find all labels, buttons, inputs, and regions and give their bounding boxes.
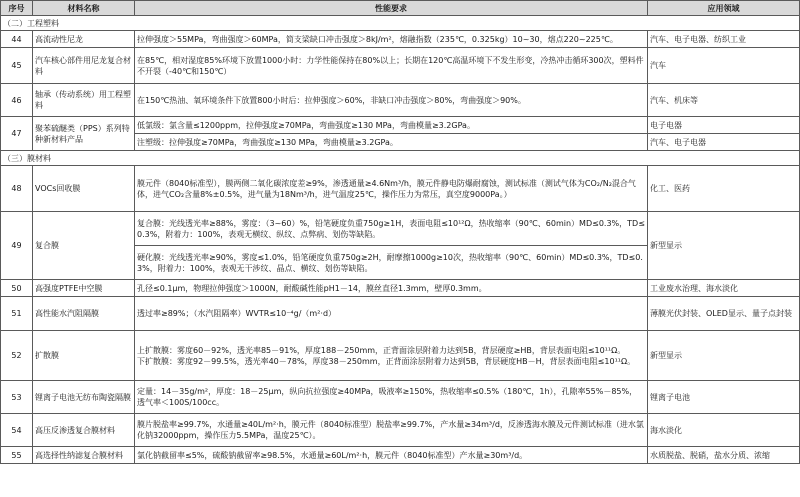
material-name: VOCs回收膜: [33, 166, 135, 212]
material-name: 高性能水汽阻隔膜: [33, 297, 135, 331]
table-row: [1, 166, 800, 212]
header-performance: 性能要求: [135, 1, 648, 16]
performance: 上扩散膜：雾度60－92%，透光率85－91%，厚度188－250mm，正背面涂层附着力达到5B，背层硬度≥HB，背层表面电阻≤10¹¹Ω。 下扩散膜：雾度92－99.5%，透光率40－78%，厚度38－250mm，正背面涂层附着力达到5B，背层硬度HB－H，背层表面电阻≤10¹¹Ω。: [135, 331, 648, 381]
table-row: [1, 331, 800, 381]
row-no: 55: [1, 447, 33, 464]
row-no: 49: [1, 212, 33, 280]
material-name: 聚苯硫醚类（PPS）系列特种新材料产品: [33, 117, 135, 151]
header-no: 序号: [1, 1, 33, 16]
header-application: 应用领域: [648, 1, 800, 16]
table-row: [1, 381, 800, 414]
performance: 膜片脱盐率≥99.7%，水通量≥40L/m²·h，膜元件（8040标准型）脱盐率≥99.7%，产水量≥34m³/d，反渗透海水膜及元件测试标准（进水氯化钠32000ppm，操作压力5.5MPa，温度25℃）。: [135, 414, 648, 447]
table-row: [1, 297, 800, 331]
application: 汽车、机床等: [648, 84, 800, 117]
performance: 氯化钠截留率≤5%，硫酸钠截留率≥98.5%，水通量≥60L/m²·h，膜元件（8040标准型）产水量≥30m³/d。: [135, 447, 648, 464]
performance: 透过率≥89%；（水汽阻隔率）WVTR≤10⁻⁴g/（m²·d）: [135, 297, 648, 331]
material-name: 复合膜: [33, 212, 135, 280]
material-name: 轴承（传动系统）用工程塑料: [33, 84, 135, 117]
application: 海水淡化: [648, 414, 800, 447]
material-name: 汽车核心部件用尼龙复合材料: [33, 48, 135, 84]
row-no: 44: [1, 31, 33, 48]
performance: 复合膜：光线透光率≥88%，雾度：（3~60）%，铅笔硬度负重750g≥1H，表面电阻≤10¹²Ω，热收缩率（90℃、60min）MD≤0.3%，TD≤0.3%，附着力：100%，表观无横纹、纵纹、点弊病、划伤等缺陷。: [135, 212, 648, 246]
material-name: 扩散膜: [33, 331, 135, 381]
performance: 定量：14－35g/m²，厚度：18－25μm，纵向抗拉强度≥40MPa，吸液率≥150%，热收缩率≤0.5%（180℃，1h），孔隙率55%－85%，透气率＜100S/100cc。: [135, 381, 648, 414]
table-row: [1, 212, 800, 246]
row-no: 48: [1, 166, 33, 212]
material-name: 高流动性尼龙: [33, 31, 135, 48]
material-name: 高选择性纳滤复合膜材料: [33, 447, 135, 464]
application: 薄膜光伏封装、OLED显示、量子点封装: [648, 297, 800, 331]
section-row-engineering-plastics: [1, 16, 800, 31]
section-row-membrane-materials: [1, 151, 800, 166]
material-name: 高强度PTFE中空膜: [33, 280, 135, 297]
table-row: [1, 117, 800, 134]
table-row: [1, 447, 800, 464]
application: 电子电器: [648, 117, 800, 134]
application: 化工、医药: [648, 166, 800, 212]
table-row: [1, 280, 800, 297]
table-row: [1, 48, 800, 84]
material-name: 锂离子电池无纺布陶瓷隔膜: [33, 381, 135, 414]
row-no: 51: [1, 297, 33, 331]
performance: 膜元件（8040标准型），膜两侧二氧化碳浓度差≥9%，渗透通量≥4.6Nm³/h，膜元件静电防爆耐腐蚀，测试标准（测试气体为CO₂/N₂混合气体，进气CO₂含量8%±0.5%，进气量为18Nm³/h，进气温度25℃，操作压力为常压，真空度9000Pa。）: [135, 166, 648, 212]
row-no: 47: [1, 117, 33, 151]
section-title: （三）膜材料: [1, 151, 800, 166]
performance: 硬化膜：光线透光率≥90%，雾度≤1.0%，铅笔硬度负重750g≥2H，耐摩擦1000g≥10次，热收缩率（90℃、60min）MD≤0.3%，TD≤0.3%，附着力：100%，表观无干涉纹、晶点、横纹、划伤等缺陷。: [135, 246, 648, 280]
application: 新型显示: [648, 331, 800, 381]
performance: 孔径≤0.1μm，物理拉伸强度＞1000N，耐酸碱性能pH1－14，膜丝直径1.3mm，壁厚0.3mm。: [135, 280, 648, 297]
application: 工业废水治理、海水淡化: [648, 280, 800, 297]
header-material-name: 材料名称: [33, 1, 135, 16]
header-row: [1, 1, 800, 16]
application: 水质脱盐、脱硝，盐水分质、浓缩: [648, 447, 800, 464]
application: 新型显示: [648, 212, 800, 280]
row-no: 45: [1, 48, 33, 84]
application: 锂离子电池: [648, 381, 800, 414]
application: 汽车、电子电器、纺织工业: [648, 31, 800, 48]
performance: 在85℃，相对湿度85%环境下放置1000小时：力学性能保持在80%以上；长期在120℃高温环境下不发生形变，冷热冲击循环300次，塑料件不开裂（-40℃和150℃）: [135, 48, 648, 84]
row-no: 52: [1, 331, 33, 381]
performance: 拉伸强度＞55MPa，弯曲强度＞60MPa，简支梁缺口冲击强度＞8kJ/m²，熔融指数（235℃，0.325kg）10~30，熔点220~225℃。: [135, 31, 648, 48]
row-no: 50: [1, 280, 33, 297]
table-row: [1, 31, 800, 48]
table-row: [1, 414, 800, 447]
performance: 在150℃热油、氧环境条件下放置800小时后：拉伸强度＞60%，非缺口冲击强度＞80%，弯曲强度＞90%。: [135, 84, 648, 117]
material-name: 高压反渗透复合膜材料: [33, 414, 135, 447]
table-row: [1, 84, 800, 117]
performance: 低氯级：氯含量≤1200ppm，拉伸强度≥70MPa，弯曲强度≥130 MPa，弯曲模量≥3.2GPa。: [135, 117, 648, 134]
application: 汽车、电子电器: [648, 134, 800, 151]
row-no: 46: [1, 84, 33, 117]
application: 汽车: [648, 48, 800, 84]
performance: 注塑级：拉伸强度≥70MPa，弯曲强度≥130 MPa，弯曲模量≥3.2GPa。: [135, 134, 648, 151]
row-no: 53: [1, 381, 33, 414]
section-title: （二）工程塑料: [1, 16, 800, 31]
row-no: 54: [1, 414, 33, 447]
